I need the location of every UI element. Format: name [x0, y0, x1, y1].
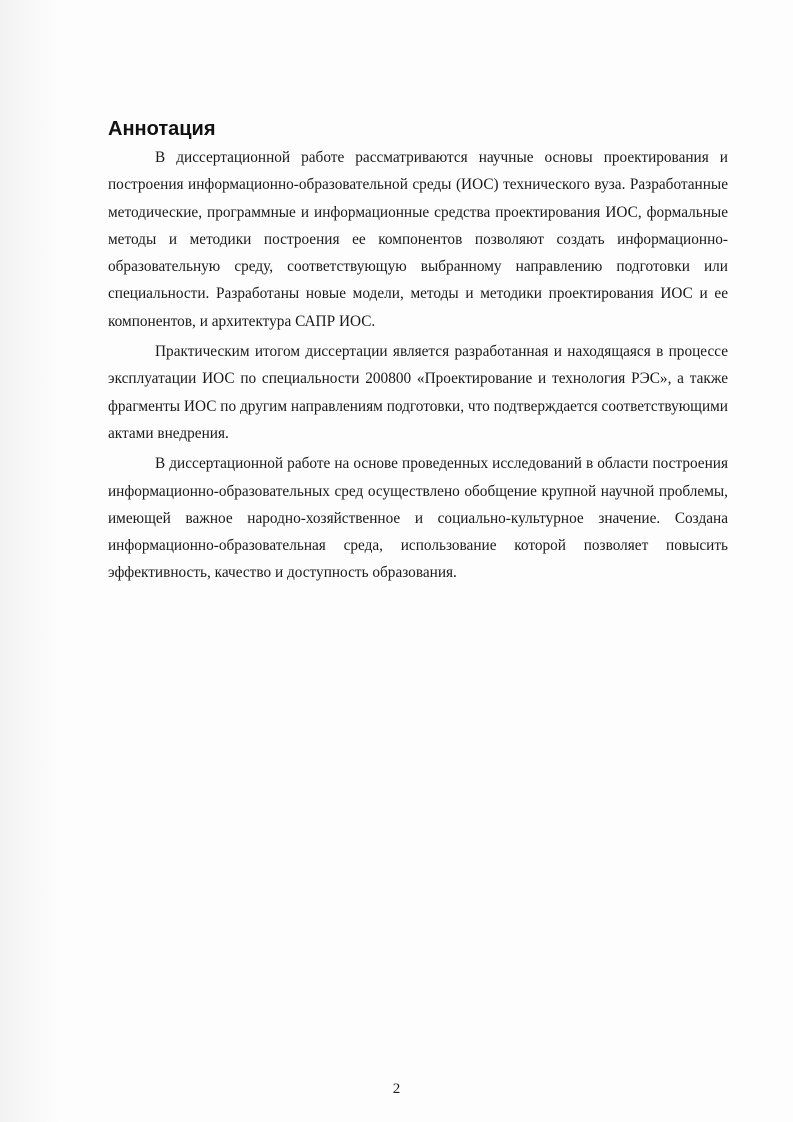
- page-title: Аннотация: [108, 118, 216, 140]
- page-content: [108, 116, 728, 590]
- paragraph-3: В диссертационной работе на основе проведенных исследований в области построения информационно-образовательных сред осуществлено обобщение крупной научной проблемы, имеющей важное народно-хозяйственное и социально-культурное значение. Создана информационно-образовательная среда, использование которой позволяет повысить эффективность, качество и доступность образования.: [108, 455, 728, 582]
- paragraph-2: Практическим итогом диссертации является разработанная и находящаяся в процессе эксплуатации ИОС по специальности 200800 «Проектирование и технология РЭС», а также фрагменты ИОС по другим направлениям подготовки, что подтверждается соответствующими актами внедрения.: [108, 343, 728, 442]
- page-number: 2: [392, 1081, 401, 1097]
- paragraph-1: В диссертационной работе рассматриваются научные основы проектирования и построения информационно-образовательной среды (ИОС) технического вуза. Разработанные методические, программные и информационные средства проектирования ИОС, формальные методы и методики построения ее компонентов позволяют создать информационно-образовательную среду, соответствующую выбранному направлению подготовки или специальности. Разработаны новые модели, методы и методики проектирования ИОС и ее компонентов, и архитектура САПР ИОС.: [108, 149, 728, 330]
- scan-edge-shadow: [0, 0, 60, 1122]
